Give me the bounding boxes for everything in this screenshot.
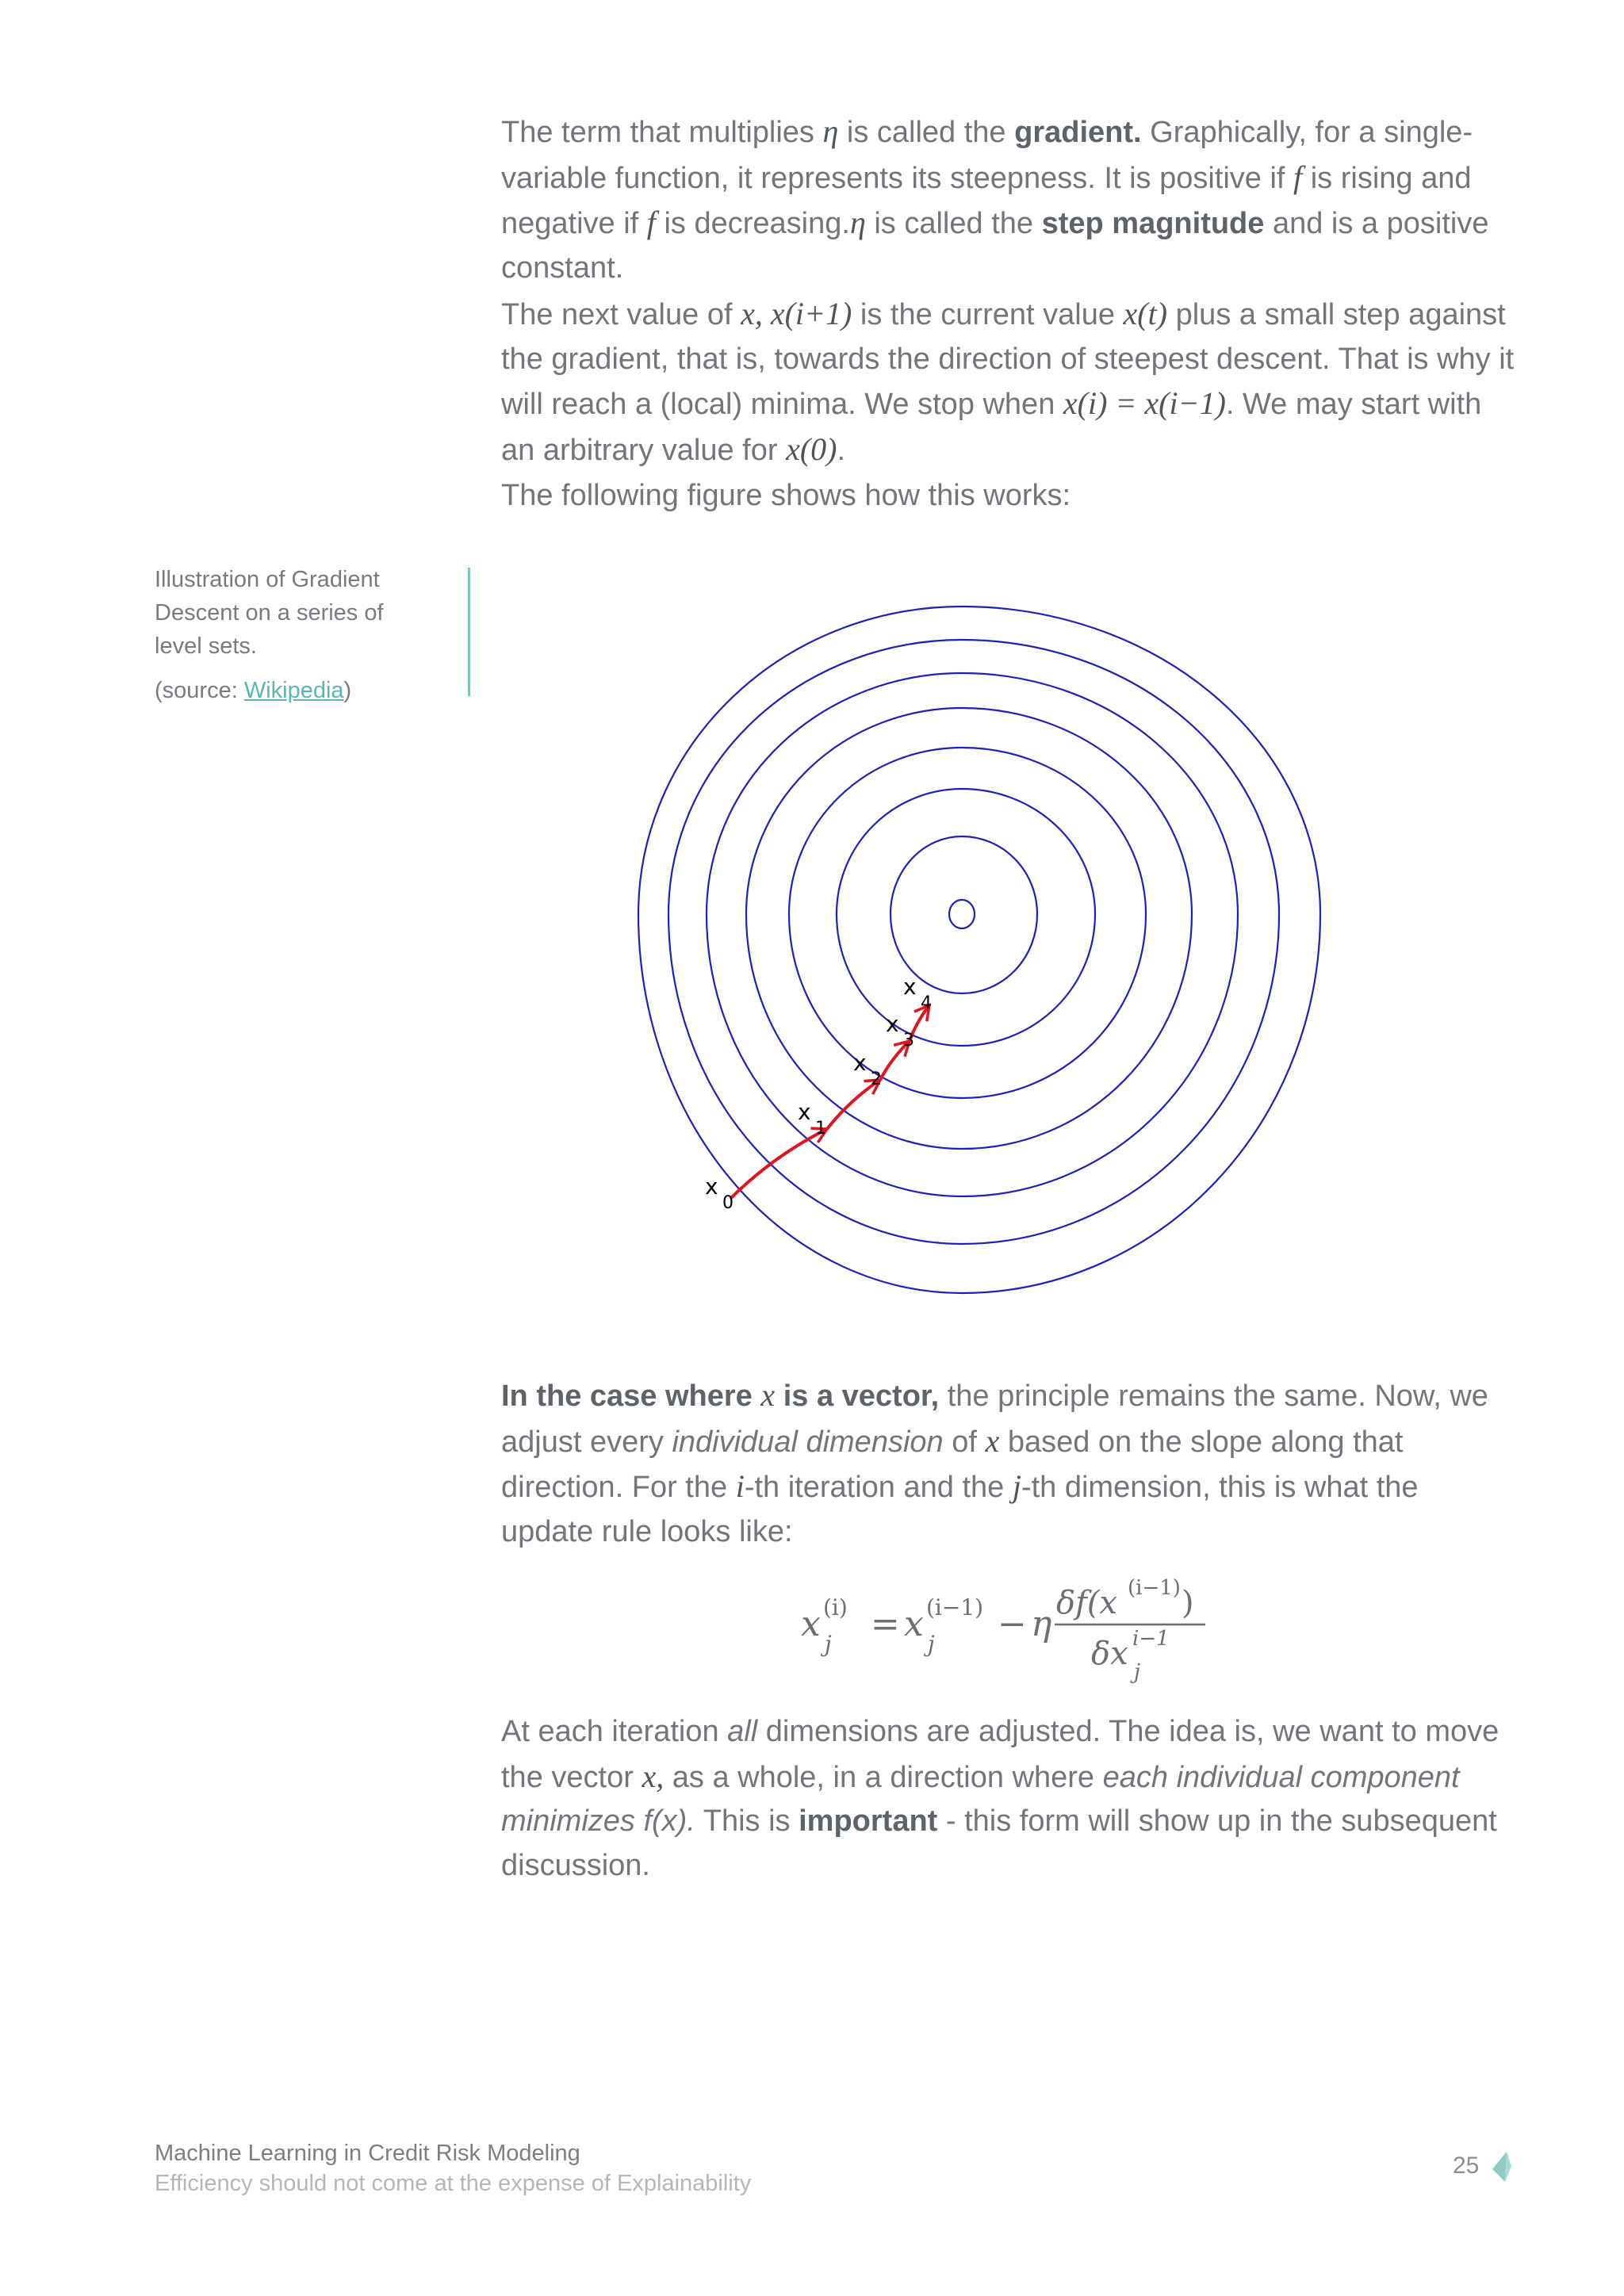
eta-symbol: η: [822, 113, 839, 149]
svg-text:i−1: i−1: [1132, 1627, 1170, 1651]
footer-subtitle: Efficiency should not come at the expense of Explainability: [155, 2171, 752, 2196]
leaf-logo-icon: [1489, 2150, 1513, 2183]
iterate-marker: x: [903, 974, 917, 1000]
svg-text:−: −: [998, 1604, 1027, 1644]
figure-caption: Illustration of Gradient Descent on a series of level sets.: [155, 567, 384, 659]
wikipedia-link[interactable]: Wikipedia: [243, 678, 344, 703]
iterate-marker: x: [798, 1099, 811, 1125]
paragraph-next-value: The next value of x, x(i+1) is the current value x(t) plus a small step against the gradient, that is, towards the direction of steepest descent. That is why it will reach a (local) minima. We stop when x(i) = x(i−1). We may start with an arbitrary value for x(0).: [501, 296, 1515, 467]
sidenote-accent-rule: [468, 568, 470, 696]
svg-text:=: =: [871, 1604, 900, 1644]
paragraph-vector-case: In the case where x is a vector, the principle remains the same. Now, we adjust every individual dimension of x based on the slope along that direction. For the i-th iteration and the j-th dimension, this is what the update rule looks like:: [501, 1377, 1488, 1548]
paragraph-gradient: The term that multiplies η is called the gradient. Graphically, for a single-variable function, it represents its steepness. It is positive if f is rising and negative if f is decreasing.η is called the step magnitude and is a positive constant.: [501, 113, 1489, 285]
level-set-contour: [746, 708, 1192, 1149]
f-symbol: f: [1293, 159, 1303, 195]
svg-text:δf(x: δf(x: [1056, 1585, 1118, 1621]
iterate-index-label: 2: [871, 1070, 882, 1089]
iterate-index-label: 1: [815, 1119, 826, 1138]
svg-text:(i): (i): [823, 1594, 848, 1621]
iterate-labels: [705, 974, 932, 1213]
level-set-contour: [949, 900, 975, 928]
level-set-contour: [668, 640, 1279, 1244]
page-number: 25: [1453, 2152, 1480, 2179]
level-set-contour: [707, 673, 1238, 1196]
svg-text:j: j: [928, 1631, 935, 1657]
descent-step-arrow: [730, 1129, 827, 1199]
figure-caption-sidenote: [155, 563, 416, 718]
svg-text:x: x: [801, 1604, 821, 1644]
svg-text:j: j: [1134, 1660, 1141, 1684]
paragraph-figure-intro: The following figure shows how this works:: [501, 479, 1071, 512]
update-rule-equation: [801, 1566, 1277, 1685]
page-footer: [155, 2138, 751, 2198]
term-gradient: gradient.: [1014, 116, 1142, 149]
svg-text:η: η: [1031, 1604, 1052, 1644]
iterate-index-label: 0: [722, 1193, 733, 1213]
level-set-contour: [891, 836, 1037, 993]
svg-text:x: x: [904, 1604, 924, 1644]
descent-path: [730, 1005, 929, 1199]
f-symbol: f: [646, 205, 656, 240]
iterate-marker: x: [705, 1173, 718, 1200]
footer-title: Machine Learning in Credit Risk Modeling: [155, 2141, 580, 2166]
iterate-index-label: 4: [921, 993, 932, 1013]
paragraph-iteration-note: At each iteration all dimensions are adjusted. The idea is, we want to move the vector x, as a whole, in a direction where each individual component minimizes f(x). This is important - this form will show up in the subsequent discussion.: [501, 1715, 1500, 1882]
figure-source: (source: Wikipedia): [155, 678, 352, 703]
svg-text:δx: δx: [1091, 1636, 1128, 1672]
svg-text:): ): [1182, 1585, 1194, 1621]
gradient-descent-figure: [619, 551, 1396, 1336]
iterate-marker: x: [853, 1050, 867, 1076]
svg-text:j: j: [825, 1631, 832, 1657]
eta-symbol: η: [849, 205, 866, 240]
svg-text:(i−1): (i−1): [926, 1594, 984, 1621]
iterate-index-label: 3: [903, 1031, 914, 1050]
svg-text:(i−1): (i−1): [1128, 1576, 1181, 1600]
term-step-magnitude: step magnitude: [1041, 207, 1265, 240]
iterate-marker: x: [886, 1011, 899, 1037]
level-set-contour: [837, 789, 1095, 1046]
